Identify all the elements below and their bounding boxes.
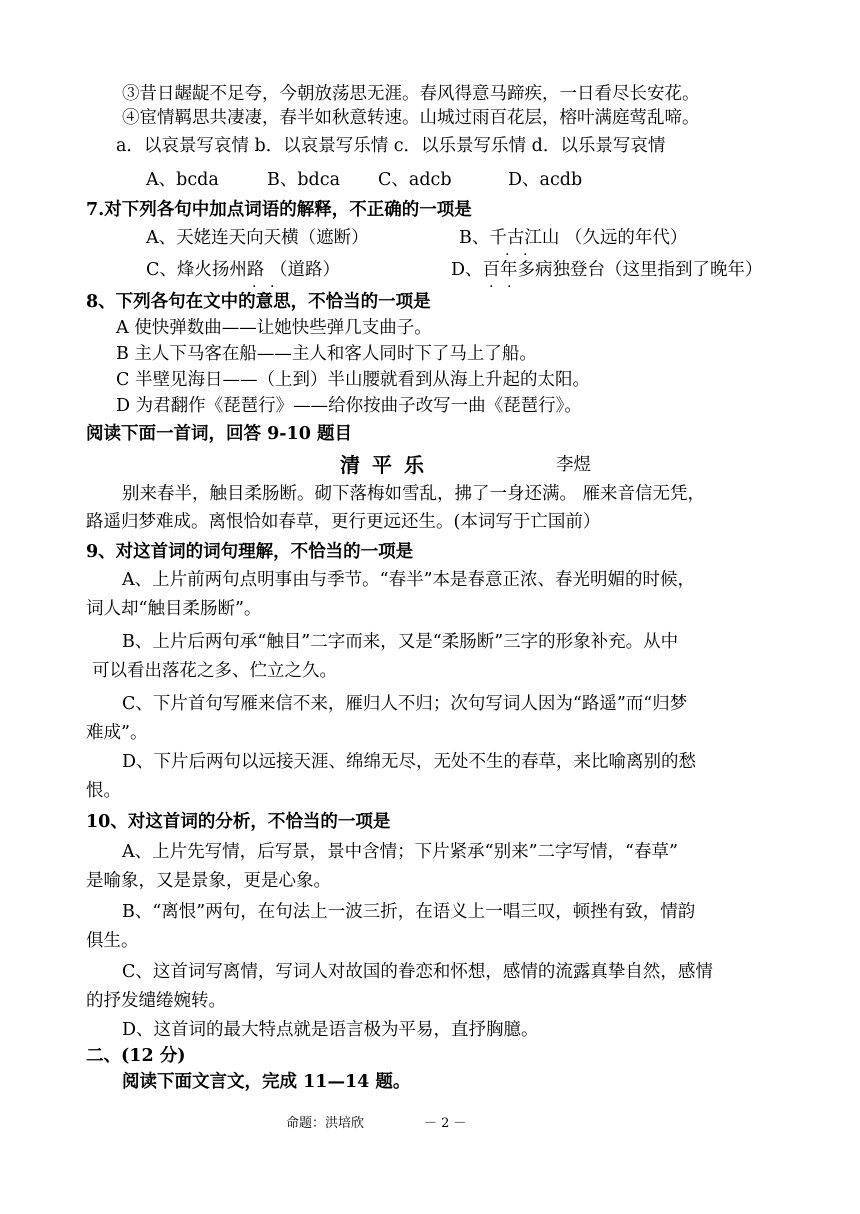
q9-option-b-line-2: 可以看出落花之多、伫立之久。 <box>92 661 337 681</box>
q6-option-d: D、acdb <box>508 170 583 190</box>
q8-stem: 8、下列各句在文中的意思，不恰当的一项是 <box>86 292 431 312</box>
q10-option-a-line-1: A、上片先写情，后写景，景中含情；下片紧承“别来”二字写情，“春草” <box>122 842 678 862</box>
poem-line-4: ④宦情羁思共凄凄，春半如秋意转速。山城过雨百花层，榕叶满庭莺乱啼。 <box>122 108 700 128</box>
q10-option-b-line-1: B、“离恨”两句，在句法上一波三折，在语义上一唱三叹，顿挫有致，情韵 <box>122 902 696 922</box>
q9-option-b-line-1: B、上片后两句承“触目”二字而来，又是“柔肠断”三字的形象补充。从中 <box>122 632 679 652</box>
q8-option-b: B 主人下马客在船——主人和客人同时下了马上了船。 <box>116 344 537 364</box>
q6-choices-line: a．以哀景写哀情 b．以哀景写乐情 c．以乐景写乐情 d．以乐景写哀情 <box>116 136 666 156</box>
q10-option-b-line-2: 俱生。 <box>86 931 139 951</box>
emphasis-dot: · <box>523 247 528 263</box>
q8-option-d: D 为君翻作《琵琶行》——给你按曲子改写一曲《琵琶行》。 <box>116 396 582 416</box>
q8-option-a: A 使快弹数曲——让她快些弹几支曲子。 <box>116 318 432 338</box>
emphasis-dot: · <box>489 279 494 295</box>
q7-option-b: B、千古江山 （久远的年代） <box>459 228 688 248</box>
emphasis-dot: · <box>252 279 257 295</box>
q7-option-d: D、百年多病独登台（这里指到了晚年） <box>451 260 763 280</box>
emphasis-dot: · <box>505 247 510 263</box>
emphasis-dot: · <box>270 279 275 295</box>
poem-line-3: ③昔日龌龊不足夸，今朝放荡思无涯。春风得意马蹄疾，一日看尽长安花。 <box>122 84 700 104</box>
reading-prompt: 阅读下面一首词，回答 9-10 题目 <box>86 424 352 444</box>
section-2-heading: 二、(12 分) <box>86 1046 186 1066</box>
q9-option-d-line-2: 恨。 <box>86 781 121 801</box>
q10-option-a-line-2: 是喻象，又是景象，更是心象。 <box>86 871 331 891</box>
q9-option-c-line-2: 难成”。 <box>86 723 148 743</box>
q7-option-a: A、天姥连天向天横（遮断） <box>146 228 369 248</box>
page-number: － 2 － <box>424 1116 467 1131</box>
q9-option-a-line-1: A、上片前两句点明事由与季节。“春半”本是春意正浓、春光明媚的时候， <box>122 570 696 590</box>
q6-option-c: C、adcb <box>378 170 452 190</box>
q7-stem: 7.对下列各句中加点词语的解释，不正确的一项是 <box>86 200 472 220</box>
poem-author: 李煜 <box>556 455 591 475</box>
q7-option-c: C、烽火扬州路 （道路） <box>146 260 340 280</box>
footer-author: 命题：洪培欣 <box>286 1116 365 1131</box>
section-2-instruction: 阅读下面文言文，完成 11—14 题。 <box>122 1072 411 1092</box>
poem-text-line-1: 别来春半，触目柔肠断。砌下落梅如雪乱，拂了一身还满。 雁来音信无凭， <box>122 484 706 504</box>
q10-option-d: D、这首词的最大特点就是语言极为平易，直抒胸臆。 <box>122 1020 539 1040</box>
emphasis-dot: · <box>507 279 512 295</box>
q9-option-c-line-1: C、下片首句写雁来信不来，雁归人不归；次句写词人因为“路遥”而“归梦 <box>122 694 688 714</box>
q6-option-b: B、bdca <box>267 170 340 190</box>
poem-title-row <box>0 449 860 475</box>
q9-stem: 9、对这首词的词句理解，不恰当的一项是 <box>86 542 414 562</box>
q6-option-a: A、bcda <box>146 170 219 190</box>
poem-title: 清平乐 <box>340 453 436 477</box>
q9-option-a-line-2: 词人却“触目柔肠断”。 <box>86 599 262 619</box>
q10-stem: 10、对这首词的分析，不恰当的一项是 <box>86 812 391 832</box>
q8-option-c: C 半壁见海日——（上到）半山腰就看到从海上升起的太阳。 <box>116 370 590 390</box>
poem-text-line-2: 路遥归梦难成。离恨恰如春草，更行更远还生。(本词写于亡国前） <box>86 512 601 532</box>
q10-option-c-line-2: 的抒发缱绻婉转。 <box>86 991 226 1011</box>
q10-option-c-line-1: C、这首词写离情，写词人对故国的眷恋和怀想，感情的流露真挚自然，感情 <box>122 962 713 982</box>
q9-option-d-line-1: D、下片后两句以远接天涯、绵绵无尽，无处不生的春草，来比喻离别的愁 <box>122 752 697 772</box>
